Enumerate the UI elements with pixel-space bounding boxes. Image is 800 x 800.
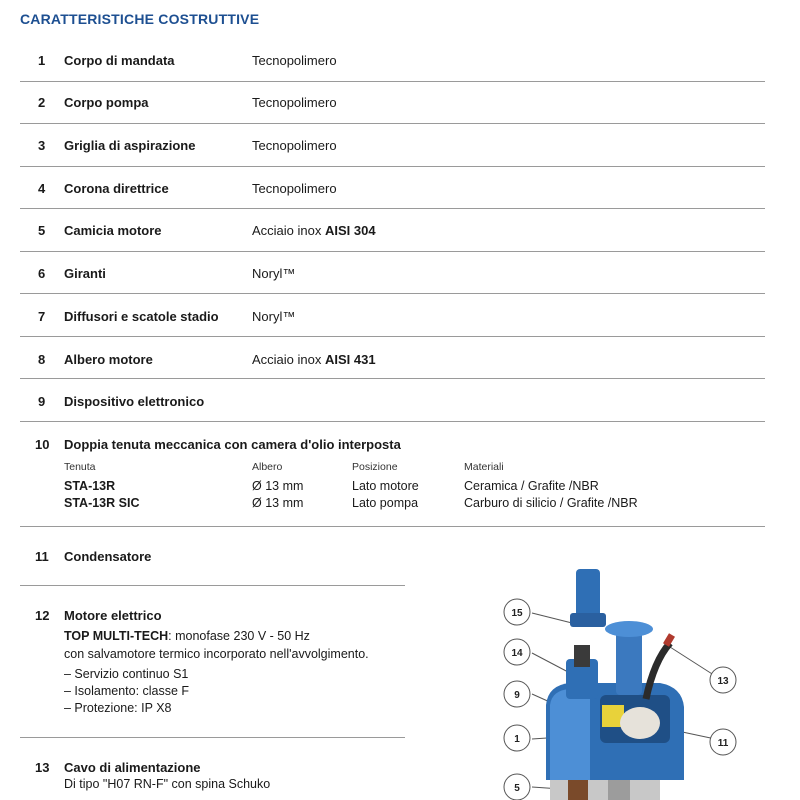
row-value: Tecnopolimero [252,53,337,68]
seal-cell: Ø 13 mm [252,479,304,493]
row-name: Doppia tenuta meccanica con camera d'olio interposta [64,437,401,452]
row-value: Acciaio inox AISI 431 [252,352,376,367]
table-row [20,379,765,422]
divider [20,737,405,738]
pump-illustration [490,565,790,800]
row-name: Giranti [64,266,106,281]
callout-9 [504,681,530,707]
table-row [20,337,765,379]
motor-bullet: – Servizio continuo S1 [64,667,189,681]
row-number: 3 [38,138,46,153]
row-name: Corpo di mandata [64,53,175,68]
row-number: 13 [35,760,50,775]
svg-text:9: 9 [514,690,520,701]
row-number: 9 [38,394,46,409]
table-row [20,252,765,294]
row-name: Camicia motore [64,223,162,238]
row-value: Tecnopolimero [252,95,337,110]
page-title: CARATTERISTICHE COSTRUTTIVE [20,11,260,27]
svg-text:1: 1 [514,734,520,745]
row-number: 4 [38,181,46,196]
seal-header-tenuta: Tenuta [64,461,96,473]
row-number: 1 [38,53,46,68]
divider [20,585,405,586]
table-row [20,209,765,252]
row-name: Corona direttrice [64,181,169,196]
seal-cell: Carburo di silicio / Grafite /NBR [464,496,638,510]
callout-15 [504,599,530,625]
row-value: Tecnopolimero [252,181,337,196]
motor-line2: con salvamotore termico incorporato nell'avvolgimento. [64,647,369,661]
table-row [20,167,765,209]
row-name: Dispositivo elettronico [64,394,205,409]
row-number: 12 [35,608,50,623]
seal-header-albero: Albero [252,461,283,473]
svg-text:5: 5 [514,783,520,794]
seal-cell: Ceramica / Grafite /NBR [464,479,599,493]
seal-cell: STA-13R SIC [64,496,140,510]
seal-header-posizione: Posizione [352,461,398,473]
seal-cell: STA-13R [64,479,116,493]
seal-cell: Ø 13 mm [252,496,304,510]
table-row [20,41,765,82]
row-number: 2 [38,95,46,110]
row-number: 7 [38,309,46,324]
row-number: 8 [38,352,46,367]
motor-bullet: – Protezione: IP X8 [64,701,172,715]
row-name: Condensatore [64,549,152,564]
seal-header-materiali: Materiali [464,461,504,473]
row-name: Diffusori e scatole stadio [64,309,219,324]
cable-desc: Di tipo "H07 RN-F" con spina Schuko [64,777,271,791]
svg-text:14: 14 [511,648,523,659]
row-number: 5 [38,223,46,238]
row-value: Noryl™ [252,309,296,324]
row-name: Cavo di alimentazione [64,760,201,775]
seal-cell: Lato pompa [352,496,419,510]
pump-body [546,569,684,800]
table-row [20,124,765,167]
callout-14 [504,639,530,665]
row-number: 6 [38,266,46,281]
row-name: Corpo pompa [64,95,149,110]
row-name: Motore elettrico [64,608,162,623]
svg-text:13: 13 [717,676,729,687]
seal-cell: Lato motore [352,479,419,493]
svg-text:11: 11 [717,738,729,749]
callout-5 [504,774,530,800]
row-name: Griglia di aspirazione [64,138,196,153]
row-value: Tecnopolimero [252,138,337,153]
row-number: 10 [35,437,50,452]
callout-1 [504,725,530,751]
table-row [20,294,765,337]
svg-text:15: 15 [511,608,523,619]
table-row [20,82,765,124]
seal-section [20,422,765,527]
motor-line1: TOP MULTI-TECH: monofase 230 V - 50 Hz [64,629,310,643]
motor-bullet: – Isolamento: classe F [64,684,190,698]
callout-11 [710,729,736,755]
row-value: Noryl™ [252,266,296,281]
callout-13 [710,667,736,693]
row-value: Acciaio inox AISI 304 [252,223,376,238]
row-number: 11 [35,549,49,564]
row-name: Albero motore [64,352,153,367]
